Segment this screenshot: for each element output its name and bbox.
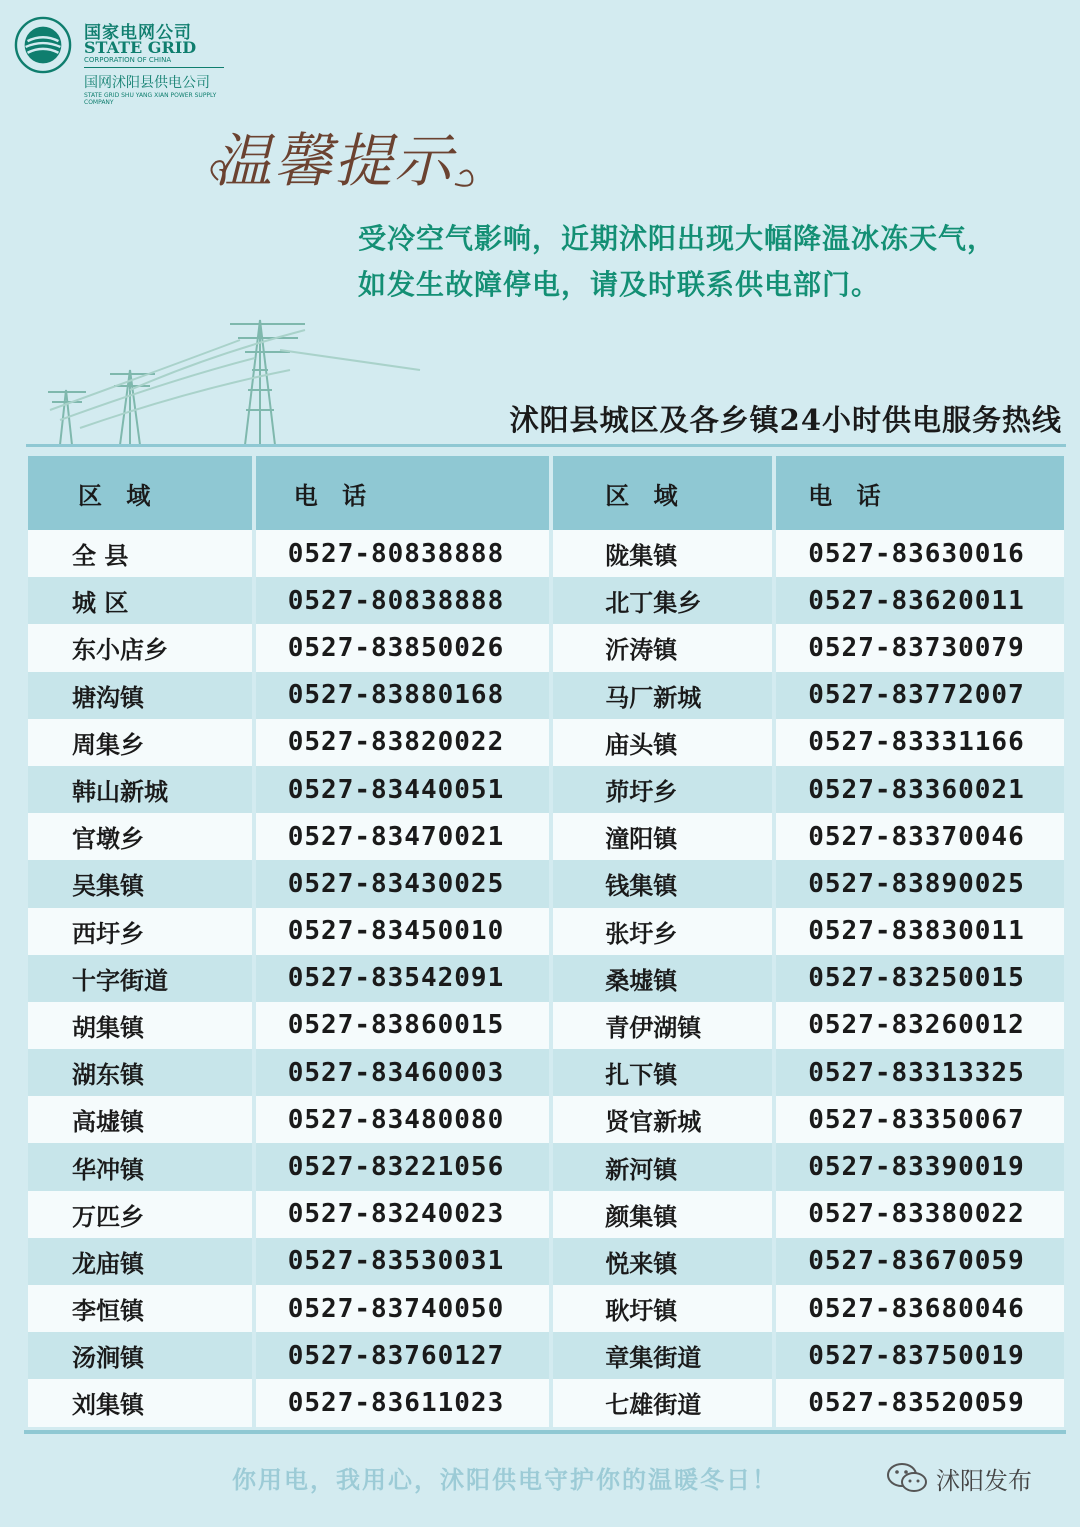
- area-cell: 陇集镇: [553, 530, 772, 577]
- phone-cell[interactable]: 0527-83880168: [256, 672, 550, 719]
- phone-cell[interactable]: 0527-83772007: [776, 672, 1064, 719]
- wechat-account[interactable]: [886, 1458, 1032, 1498]
- area-cell: 官墩乡: [28, 813, 252, 860]
- area-cell: 李恒镇: [28, 1285, 252, 1332]
- area-cell: 桑墟镇: [553, 955, 772, 1002]
- phone-cell[interactable]: 0527-83820022: [256, 719, 550, 766]
- phone-cell[interactable]: 0527-83313325: [776, 1049, 1064, 1096]
- hotline-table: [26, 456, 1066, 1427]
- table-row: [28, 955, 1064, 1002]
- phone-cell[interactable]: 0527-83260012: [776, 1002, 1064, 1049]
- header-phone-1: 电 话: [256, 456, 550, 530]
- table-row: [28, 1332, 1064, 1379]
- logo-divider: [84, 67, 224, 68]
- phone-cell[interactable]: 0527-83240023: [256, 1191, 550, 1238]
- phone-cell[interactable]: 0527-83850026: [256, 624, 550, 671]
- phone-cell[interactable]: 0527-83370046: [776, 813, 1064, 860]
- area-cell: 西圩乡: [28, 908, 252, 955]
- table-row: [28, 530, 1064, 577]
- area-cell: 韩山新城: [28, 766, 252, 813]
- table-row: [28, 1379, 1064, 1426]
- area-cell: 青伊湖镇: [553, 1002, 772, 1049]
- area-cell: 胡集镇: [28, 1002, 252, 1049]
- area-cell: 全 县: [28, 530, 252, 577]
- hotline-title: 沭阳县城区及各乡镇24小时供电服务热线: [509, 403, 1062, 437]
- area-cell: 茆圩乡: [553, 766, 772, 813]
- phone-cell[interactable]: 0527-83542091: [256, 955, 550, 1002]
- notice-line-2: 如发生故障停电，请及时联系供电部门。: [358, 268, 881, 301]
- divider-top: [26, 444, 1066, 447]
- area-cell: 贤官新城: [553, 1096, 772, 1143]
- phone-cell[interactable]: 0527-83680046: [776, 1285, 1064, 1332]
- area-cell: 塘沟镇: [28, 672, 252, 719]
- area-cell: 汤涧镇: [28, 1332, 252, 1379]
- header-area-2: 区 域: [553, 456, 772, 530]
- area-cell: 沂涛镇: [553, 624, 772, 671]
- area-cell: 耿圩镇: [553, 1285, 772, 1332]
- phone-cell[interactable]: 0527-83611023: [256, 1379, 550, 1426]
- phone-cell[interactable]: 0527-83430025: [256, 860, 550, 907]
- phone-cell[interactable]: 0527-83750019: [776, 1332, 1064, 1379]
- phone-cell[interactable]: 0527-83250015: [776, 955, 1064, 1002]
- area-cell: 龙庙镇: [28, 1238, 252, 1285]
- table-row: [28, 1285, 1064, 1332]
- area-cell: 十字街道: [28, 955, 252, 1002]
- footer-slogan: 你用电，我用心，沭阳供电守护你的温暖冬日！: [232, 1465, 778, 1494]
- area-cell: 章集街道: [553, 1332, 772, 1379]
- table-row: [28, 719, 1064, 766]
- phone-cell[interactable]: 0527-83670059: [776, 1238, 1064, 1285]
- area-cell: 张圩乡: [553, 908, 772, 955]
- table-row: [28, 1096, 1064, 1143]
- table-header-row: [28, 456, 1064, 530]
- phone-cell[interactable]: 0527-83380022: [776, 1191, 1064, 1238]
- notice-text: [358, 216, 1058, 308]
- phone-cell[interactable]: 0527-83450010: [256, 908, 550, 955]
- table-row: [28, 1238, 1064, 1285]
- phone-cell[interactable]: 0527-83530031: [256, 1238, 550, 1285]
- phone-cell[interactable]: 0527-83390019: [776, 1143, 1064, 1190]
- phone-cell[interactable]: 0527-83440051: [256, 766, 550, 813]
- area-cell: 吴集镇: [28, 860, 252, 907]
- branch-name-en: STATE GRID SHU YANG XIAN POWER SUPPLY COMPANY: [84, 92, 217, 106]
- phone-cell[interactable]: 0527-80838888: [256, 530, 550, 577]
- phone-cell[interactable]: 0527-83730079: [776, 624, 1064, 671]
- area-cell: 颜集镇: [553, 1191, 772, 1238]
- area-cell: 华冲镇: [28, 1143, 252, 1190]
- area-cell: 湖东镇: [28, 1049, 252, 1096]
- phone-cell[interactable]: 0527-83480080: [256, 1096, 550, 1143]
- phone-cell[interactable]: 0527-83221056: [256, 1143, 550, 1190]
- phone-cell[interactable]: 0527-83460003: [256, 1049, 550, 1096]
- area-cell: 扎下镇: [553, 1049, 772, 1096]
- phone-cell[interactable]: 0527-83520059: [776, 1379, 1064, 1426]
- state-grid-logo: [14, 14, 234, 104]
- wechat-icon: [886, 1460, 928, 1496]
- phone-cell[interactable]: 0527-83360021: [776, 766, 1064, 813]
- table-row: [28, 908, 1064, 955]
- branch-name-cn: 国网沭阳县供电公司: [84, 75, 210, 91]
- table-row: [28, 1191, 1064, 1238]
- table-row: [28, 624, 1064, 671]
- phone-cell[interactable]: 0527-83470021: [256, 813, 550, 860]
- table-row: [28, 1002, 1064, 1049]
- table-row: [28, 577, 1064, 624]
- table-row: [28, 813, 1064, 860]
- phone-cell[interactable]: 0527-83350067: [776, 1096, 1064, 1143]
- area-cell: 潼阳镇: [553, 813, 772, 860]
- area-cell: 东小店乡: [28, 624, 252, 671]
- phone-cell[interactable]: 0527-83740050: [256, 1285, 550, 1332]
- phone-cell[interactable]: 0527-83630016: [776, 530, 1064, 577]
- table-row: [28, 860, 1064, 907]
- phone-cell[interactable]: 0527-83760127: [256, 1332, 550, 1379]
- state-grid-globe-icon: [14, 16, 72, 74]
- phone-cell[interactable]: 0527-83331166: [776, 719, 1064, 766]
- title-art: [200, 110, 500, 200]
- phone-cell[interactable]: 0527-83890025: [776, 860, 1064, 907]
- area-cell: 刘集镇: [28, 1379, 252, 1426]
- title-flourish-icon: [200, 150, 500, 195]
- table-row: [28, 672, 1064, 719]
- power-tower-illustration: [40, 310, 460, 445]
- phone-cell[interactable]: 0527-80838888: [256, 577, 550, 624]
- header-phone-2: 电 话: [776, 456, 1064, 530]
- area-cell: 周集乡: [28, 719, 252, 766]
- table-row: [28, 1143, 1064, 1190]
- title-text: 温馨提示: [214, 127, 455, 195]
- table-row: [28, 766, 1064, 813]
- table-row: [28, 1049, 1064, 1096]
- area-cell: 马厂新城: [553, 672, 772, 719]
- area-cell: 北丁集乡: [553, 577, 772, 624]
- notice-line-1: 受冷空气影响，近期沭阳出现大幅降温冰冻天气，: [358, 222, 997, 255]
- area-cell: 新河镇: [553, 1143, 772, 1190]
- company-name-cn: 国家电网公司: [84, 23, 192, 43]
- area-cell: 悦来镇: [553, 1238, 772, 1285]
- area-cell: 七雄街道: [553, 1379, 772, 1426]
- phone-cell[interactable]: 0527-83830011: [776, 908, 1064, 955]
- wechat-account-name: 沭阳发布: [936, 1466, 1032, 1495]
- area-cell: 城 区: [28, 577, 252, 624]
- company-name-en: STATE GRID: [84, 38, 197, 57]
- phone-cell[interactable]: 0527-83860015: [256, 1002, 550, 1049]
- area-cell: 高墟镇: [28, 1096, 252, 1143]
- area-cell: 万匹乡: [28, 1191, 252, 1238]
- area-cell: 钱集镇: [553, 860, 772, 907]
- header-area-1: 区 域: [28, 456, 252, 530]
- divider-bottom: [24, 1430, 1066, 1434]
- area-cell: 庙头镇: [553, 719, 772, 766]
- company-name-en-sub: CORPORATION OF CHINA: [84, 56, 172, 64]
- phone-cell[interactable]: 0527-83620011: [776, 577, 1064, 624]
